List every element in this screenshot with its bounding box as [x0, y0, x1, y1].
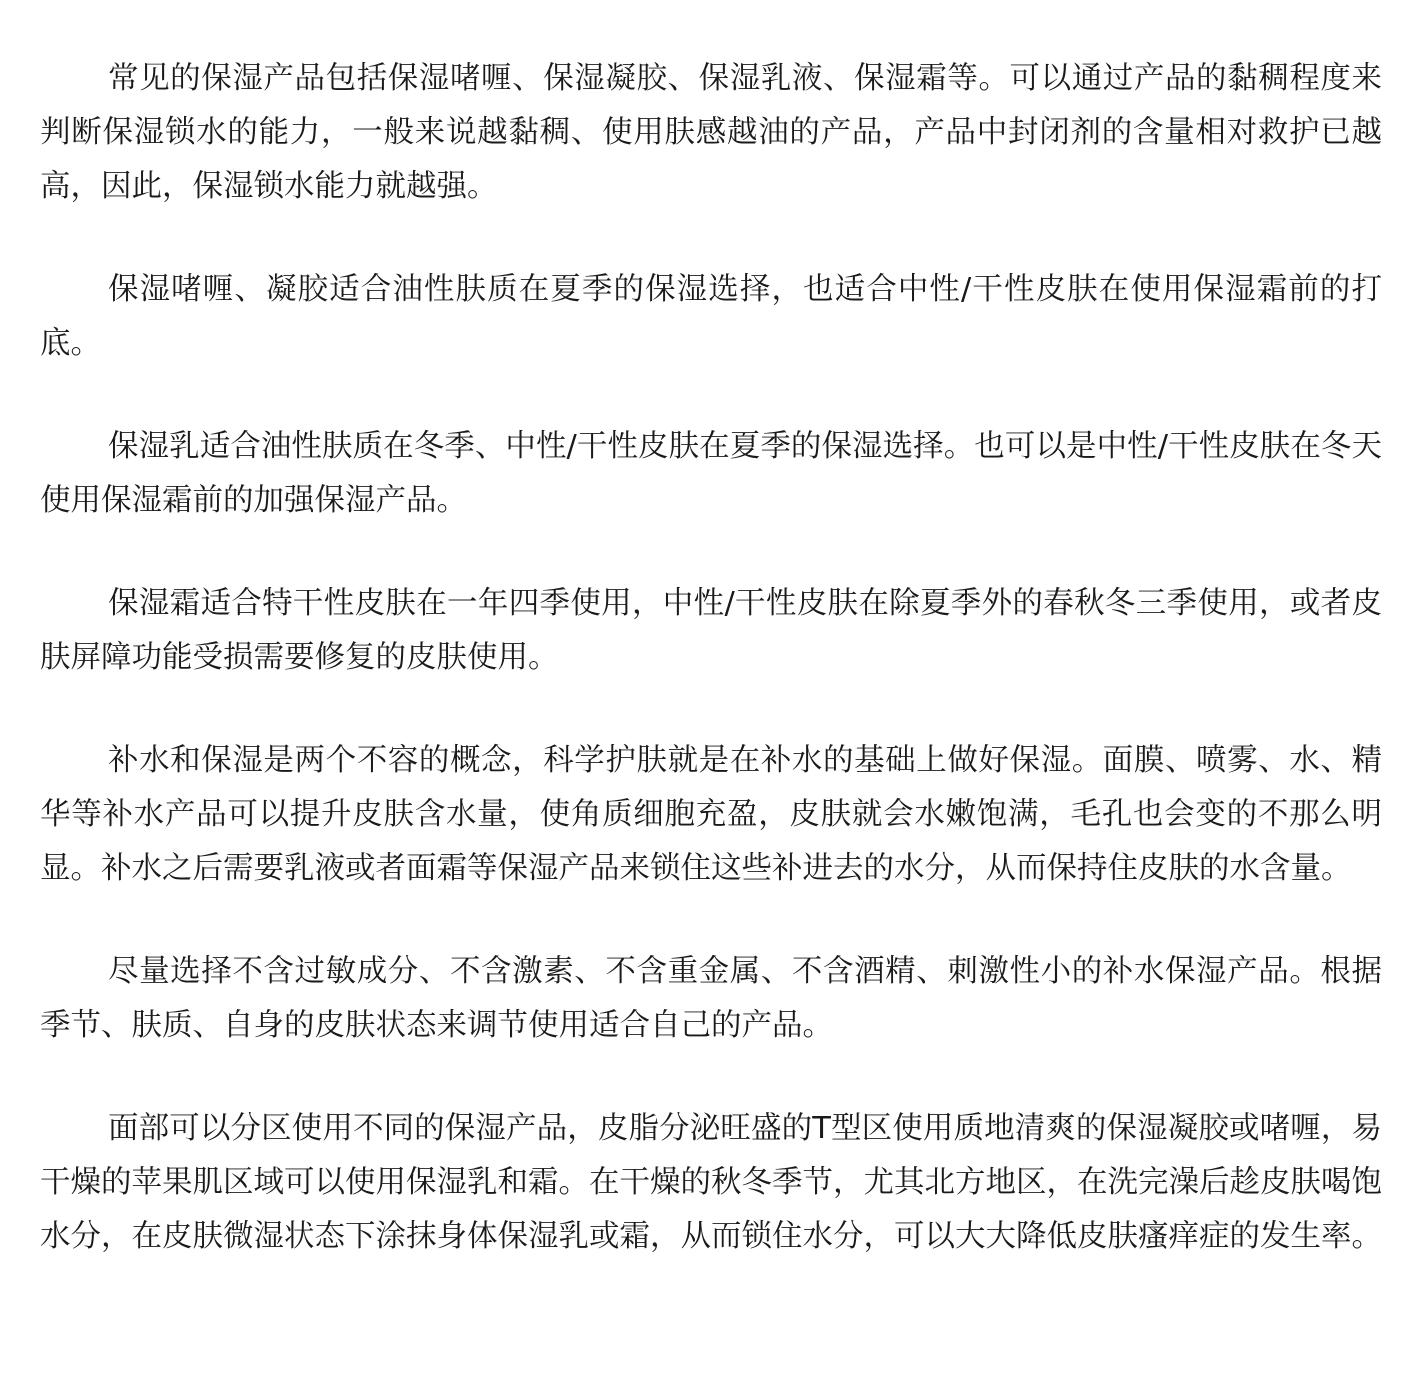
paragraph-gel: 保湿啫喱、凝胶适合油性肤质在夏季的保湿选择，也适合中性/干性皮肤在使用保湿霜前的打底。 — [40, 272, 1382, 361]
paragraph-moisturizer-types: 常见的保湿产品包括保湿啫喱、保湿凝胶、保湿乳液、保湿霜等。可以通过产品的黏稠程度来判断保湿锁水的能力，一般来说越黏稠、使用肤感越油的产品，产品中封闭剂的含量相对救护已越高，因此，保湿锁水能力就越强。 — [40, 61, 1382, 204]
paragraph-zone-usage: 面部可以分区使用不同的保湿产品，皮脂分泌旺盛的T型区使用质地清爽的保湿凝胶或啫喱，易干燥的苹果肌区域可以使用保湿乳和霜。在干燥的秋冬季节，尤其北方地区，在洗完澡后趁皮肤喝饱水分，在皮肤微湿状态下涂抹身体保湿乳或霜，从而锁住水分，可以大大降低皮肤瘙痒症的发生率。 — [40, 1111, 1382, 1254]
paragraph-lotion: 保湿乳适合油性肤质在冬季、中性/干性皮肤在夏季的保湿选择。也可以是中性/干性皮肤在冬天使用保湿霜前的加强保湿产品。 — [40, 429, 1382, 518]
paragraph-hydration-vs-moisturizing: 补水和保湿是两个不容的概念，科学护肤就是在补水的基础上做好保湿。面膜、喷雾、水、精华等补水产品可以提升皮肤含水量，使角质细胞充盈，皮肤就会水嫩饱满，毛孔也会变的不那么明显。补水之后需要乳液或者面霜等保湿产品来锁住这些补进去的水分，从而保持住皮肤的水含量。 — [40, 743, 1382, 886]
article-body — [40, 52, 1382, 1264]
paragraph-cream: 保湿霜适合特干性皮肤在一年四季使用，中性/干性皮肤在除夏季外的春秋冬三季使用，或者皮肤屏障功能受损需要修复的皮肤使用。 — [40, 586, 1382, 675]
paragraph-ingredient-selection: 尽量选择不含过敏成分、不含激素、不含重金属、不含酒精、刺激性小的补水保湿产品。根据季节、肤质、自身的皮肤状态来调节使用适合自己的产品。 — [40, 954, 1382, 1043]
